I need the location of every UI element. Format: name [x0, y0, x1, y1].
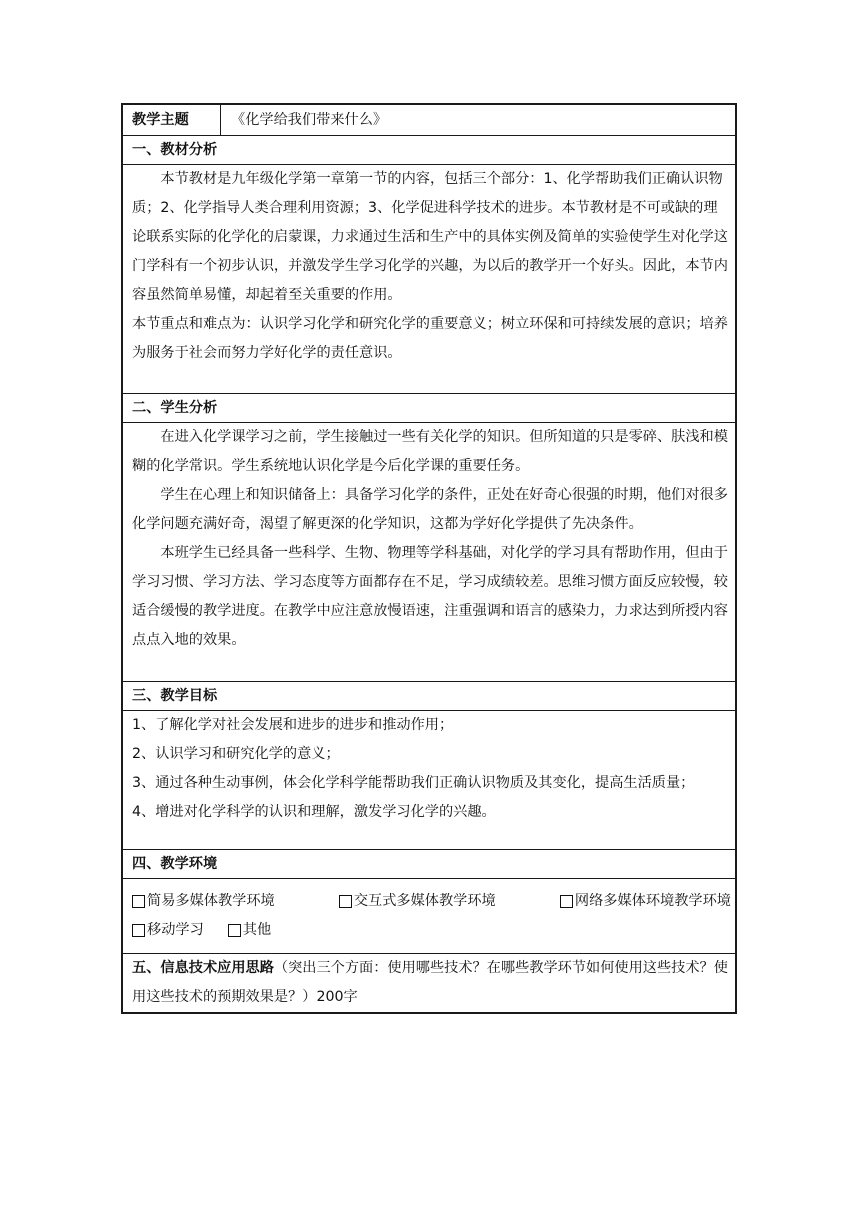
- section-heading-it-application: 五、信息技术应用思路: [132, 960, 274, 976]
- env-option-network-multimedia[interactable]: [560, 887, 731, 916]
- env-option-label: 交互式多媒体教学环境: [353, 893, 496, 909]
- goal-item: 1、了解化学对社会发展和进步的进步和推动作用；: [132, 717, 454, 733]
- teaching-goals-body[interactable]: [123, 710, 735, 849]
- env-option-label: 网络多媒体环境教学环境: [574, 893, 731, 909]
- student-analysis-paragraph: 本班学生已经具备一些科学、生物、物理等学科基础，对化学的学习具有帮助作用，但由于学习习惯、学习方法、学习态度等方面都存在不足，学习成绩较差。思维习惯方面反应较慢，较适合缓慢的教学进度。在教学中应注意放慢语速，注重强调和语言的感染力，力求达到所授内容点点入地的效果。: [132, 545, 728, 648]
- checkbox-icon[interactable]: [132, 924, 145, 937]
- topic-label: 教学主题: [123, 105, 221, 135]
- section-heading-teaching-environment: 四、教学环境: [123, 849, 735, 878]
- goal-item: 3、通过各种生动事例，体会化学科学能帮助我们正确认识物质及其变化，提高生活质量；: [132, 775, 695, 791]
- topic-row: [123, 105, 735, 135]
- it-application-note: （突出三个方面：使用哪些技术？在哪些教学环节如何使用这些技术？使用这些技术的预期效果是？）200字: [132, 960, 728, 1005]
- section-heading-material-analysis: 一、教材分析: [123, 135, 735, 164]
- environment-options-line-1: [132, 887, 731, 916]
- checkbox-icon[interactable]: [560, 895, 573, 908]
- env-option-label: 其他: [242, 922, 272, 938]
- section-heading-teaching-goals: 三、教学目标: [123, 681, 735, 710]
- it-application-section[interactable]: [123, 953, 735, 1012]
- material-analysis-keypoints: 本节重点和难点为：认识学习化学和研究化学的重要意义；树立环保和可持续发展的意识；培养为服务于社会而努力学好化学的责任意识。: [132, 316, 728, 361]
- student-analysis-paragraph: 学生在心理上和知识储备上：具备学习化学的条件，正处在好奇心很强的时期，他们对很多化学问题充满好奇，渴望了解更深的化学知识，这都为学好化学提供了先决条件。: [132, 487, 728, 532]
- student-analysis-paragraph: 在进入化学课学习之前，学生接触过一些有关化学的知识。但所知道的只是零碎、肤浅和模糊的化学常识。学生系统地认识化学是今后化学课的重要任务。: [132, 429, 728, 474]
- environment-options-line-2: [132, 916, 731, 945]
- lesson-plan-table: [121, 103, 737, 1014]
- env-option-label: 简易多媒体教学环境: [147, 893, 275, 909]
- student-analysis-body[interactable]: [123, 422, 735, 681]
- env-option-label: 移动学习: [147, 922, 204, 938]
- section-heading-student-analysis: 二、学生分析: [123, 393, 735, 422]
- checkbox-icon[interactable]: [228, 924, 241, 937]
- env-option-simple-multimedia[interactable]: [132, 887, 275, 916]
- checkbox-icon[interactable]: [339, 895, 352, 908]
- goal-item: 2、认识学习和研究化学的意义；: [132, 746, 340, 762]
- topic-value[interactable]: 《化学给我们带来什么》: [231, 112, 388, 128]
- teaching-environment-options: [123, 878, 735, 953]
- checkbox-icon[interactable]: [132, 895, 145, 908]
- material-analysis-paragraph: 本节教材是九年级化学第一章第一节的内容，包括三个部分：1、化学帮助我们正确认识物质；2、化学指导人类合理利用资源；3、化学促进科学技术的进步。本节教材是不可或缺的理论联系实际的化学化的启蒙课，力求通过生活和生产中的具体实例及简单的实验使学生对化学这门学科有一个初步认识，并激发学生学习化学的兴趣，为以后的教学开一个好头。因此，本节内容虽然简单易懂，却起着至关重要的作用。: [132, 171, 728, 303]
- env-option-interactive-multimedia[interactable]: [339, 887, 496, 916]
- env-option-mobile-learning[interactable]: [132, 916, 204, 945]
- env-option-other[interactable]: [228, 916, 271, 945]
- material-analysis-body[interactable]: [123, 164, 735, 393]
- goal-item: 4、增进对化学科学的认识和理解，激发学习化学的兴趣。: [132, 804, 496, 820]
